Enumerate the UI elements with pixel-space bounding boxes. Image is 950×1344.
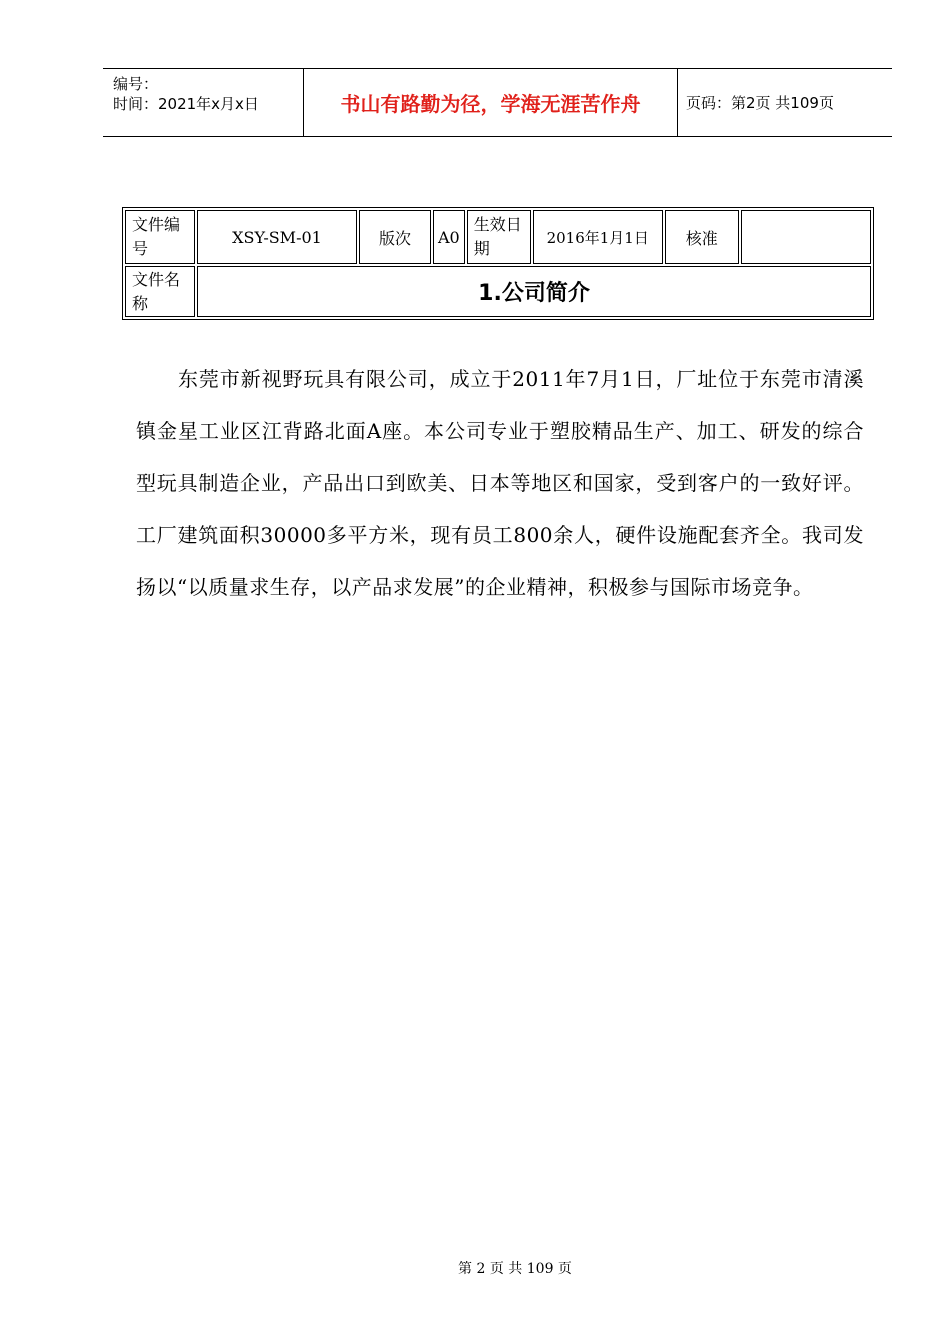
page-header bbox=[103, 68, 892, 137]
version-value: A0 bbox=[433, 210, 465, 264]
header-meta bbox=[103, 69, 304, 136]
info-row-2 bbox=[125, 266, 871, 317]
document-info-table bbox=[122, 207, 874, 320]
file-name-value: 1.公司简介 bbox=[197, 266, 871, 317]
header-motto: 书山有路勤为径，学海无涯苦作舟 bbox=[304, 69, 678, 136]
effective-date-label: 生效日期 bbox=[467, 210, 531, 264]
file-name-label: 文件名称 bbox=[125, 266, 195, 317]
file-number-value: XSY-SM-01 bbox=[197, 210, 357, 264]
approve-label: 核准 bbox=[665, 210, 739, 264]
info-row-1 bbox=[125, 210, 871, 264]
header-number-label: 编号： bbox=[113, 75, 159, 93]
header-time-label: 时间：2021年x月x日 bbox=[113, 95, 259, 113]
file-number-label: 文件编号 bbox=[125, 210, 195, 264]
page-footer: 第 2 页 共 109 页 bbox=[458, 1261, 572, 1277]
company-intro-paragraph: 东莞市新视野玩具有限公司，成立于2011年7月1日，厂址位于东莞市清溪镇金星工业区江背路北面A座。本公司专业于塑胶精品生产、加工、研发的综合型玩具制造企业，产品出口到欧美、日本等地区和国家，受到客户的一致好评。工厂建筑面积30000多平方米，现有员工800余人，硬件设施配套齐全。我司发扬以“以质量求生存，以产品求发展”的企业精神，积极参与国际市场竞争。 bbox=[136, 367, 864, 599]
approve-value bbox=[741, 210, 871, 264]
header-page-info: 页码：第2页 共109页 bbox=[686, 94, 834, 112]
version-label: 版次 bbox=[359, 210, 431, 264]
effective-date-value: 2016年1月1日 bbox=[533, 210, 663, 264]
